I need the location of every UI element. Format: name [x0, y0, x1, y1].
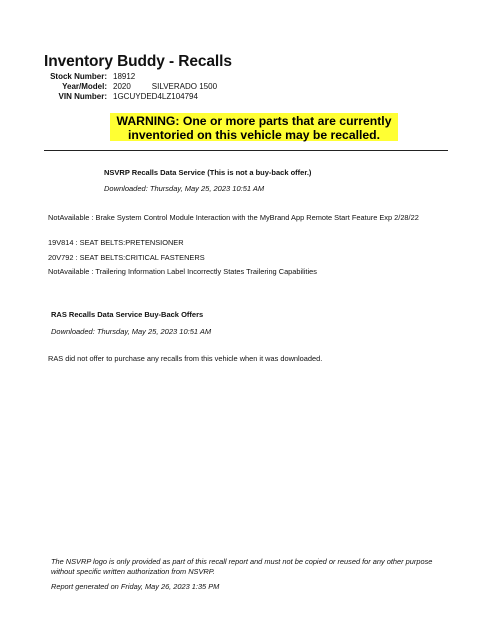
- recall-warning-banner: [110, 113, 398, 141]
- year-model-label: Year/Model:: [62, 82, 107, 91]
- warning-line-2: inventoried on this vehicle may be recalled.: [128, 128, 380, 142]
- stock-number-label: Stock Number:: [50, 72, 107, 81]
- recall-item: 20V792 : SEAT BELTS:CRITICAL FASTENERS: [48, 253, 205, 262]
- section-divider: [44, 150, 448, 151]
- model-value: SILVERADO 1500: [151, 82, 218, 91]
- vin-value: 1GCUYDED4LZ104794: [113, 92, 198, 101]
- stock-number-row: [44, 72, 217, 82]
- ras-downloaded-date: Downloaded: Thursday, May 25, 2023 10:51 AM: [51, 327, 212, 336]
- nsvrp-downloaded-date: Downloaded: Thursday, May 25, 2023 10:51 AM: [104, 184, 265, 193]
- stock-number-value: 18912: [113, 72, 136, 81]
- vin-label: VIN Number:: [58, 92, 107, 101]
- warning-line-1: WARNING: One or more parts that are currently: [116, 114, 392, 128]
- report-generated-date: Report generated on Friday, May 26, 2023 1:35 PM: [51, 582, 220, 591]
- footer-disclaimer: The NSVRP logo is only provided as part of this recall report and must not be copied or reused for any other purpose without specific written authorization from NSVRP.: [51, 557, 433, 576]
- vin-row: [44, 92, 217, 102]
- recall-item: 19V814 : SEAT BELTS:PRETENSIONER: [48, 238, 184, 247]
- vehicle-details: [44, 72, 217, 102]
- recall-item: NotAvailable : Brake System Control Module Interaction with the MyBrand App Remote Start Feature Exp 2/28/22: [48, 213, 419, 222]
- nsvrp-section-title: NSVRP Recalls Data Service (This is not a buy-back offer.): [104, 168, 312, 177]
- page-title: Inventory Buddy - Recalls: [44, 53, 232, 70]
- ras-message: RAS did not offer to purchase any recalls from this vehicle when it was downloaded.: [48, 354, 323, 363]
- year-value: 2020: [113, 82, 131, 91]
- year-model-row: [44, 82, 217, 92]
- ras-section-title: RAS Recalls Data Service Buy-Back Offers: [51, 310, 204, 319]
- recall-item: NotAvailable : Trailering Information Label Incorrectly States Trailering Capabilities: [48, 267, 317, 276]
